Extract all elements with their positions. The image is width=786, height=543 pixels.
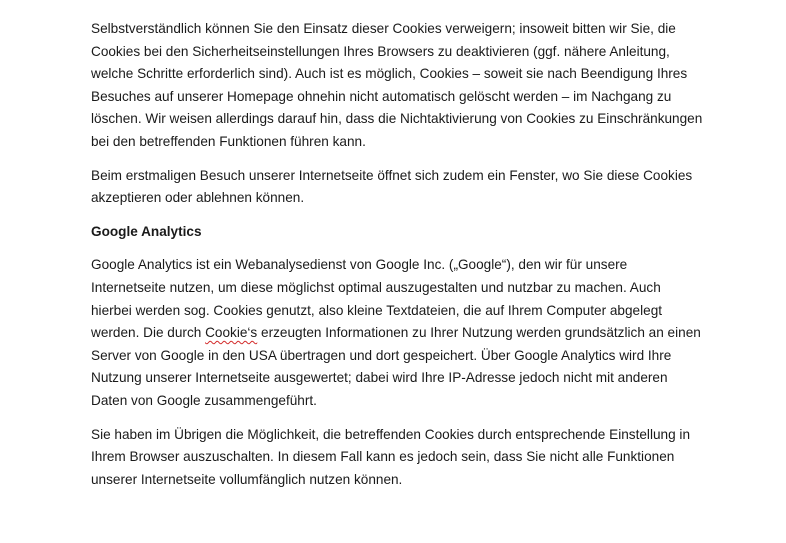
paragraph-google-analytics-part2: erzeugten Informationen zu Ihrer Nutzung werden grundsätzlich an einen Server von Google in den USA übertragen und dort gespeichert. Über Google Analytics wird Ihre Nutzung unserer Internetseite ausgewertet; dabei wird Ihre IP-Adresse jedoch nicht mit anderen Daten von Google zusammengeführt. [91, 325, 701, 408]
heading-google-analytics: Google Analytics [91, 223, 202, 239]
paragraph-cookie-refusal: Selbstverständlich können Sie den Einsatz dieser Cookies verweigern; insoweit bitten wir Sie, die Cookies bei den Sicherheitseinstellungen Ihres Browsers zu deaktivieren (ggf. nähere Anleitung, welche Schritte erforderlich sind). Auch ist es möglich, Cookies – soweit sie nach Beendigung Ihres Besuches auf unserer Homepage ohnehin nicht automatisch gelöscht werden – im Nachgang zu löschen. Wir weisen allerdings darauf hin, dass die Nichtaktivierung von Cookies zu Einschränkungen bei den betreffenden Funktionen führen kann. [91, 21, 703, 149]
document-body [91, 18, 703, 502]
paragraph-browser-settings: Sie haben im Übrigen die Möglichkeit, die betreffenden Cookies durch entsprechende Einstellung in Ihrem Browser auszuschalten. In diesem Fall kann es jedoch sein, dass Sie nicht alle Funktionen unserer Internetseite vollumfänglich nutzen können. [91, 426, 691, 487]
paragraph-google-analytics [91, 254, 703, 412]
paragraph-cookie-consent-window: Beim erstmaligen Besuch unserer Internetseite öffnet sich zudem ein Fenster, wo Sie diese Cookies akzeptieren oder ablehnen können. [91, 167, 693, 206]
paragraph-google-analytics-part1: Google Analytics ist ein Webanalysedienst von Google Inc. („Google“), den wir für unsere Internetseite nutzen, um diese möglichst optimal auszugestalten und nutzbar zu machen. Auch hierbei werden sog. Cookies genutzt, also kleine Textdateien, die auf Ihrem Computer abgelegt werden. Die durch [91, 257, 663, 341]
spellcheck-flagged-word[interactable]: Cookie‘s [205, 325, 258, 341]
